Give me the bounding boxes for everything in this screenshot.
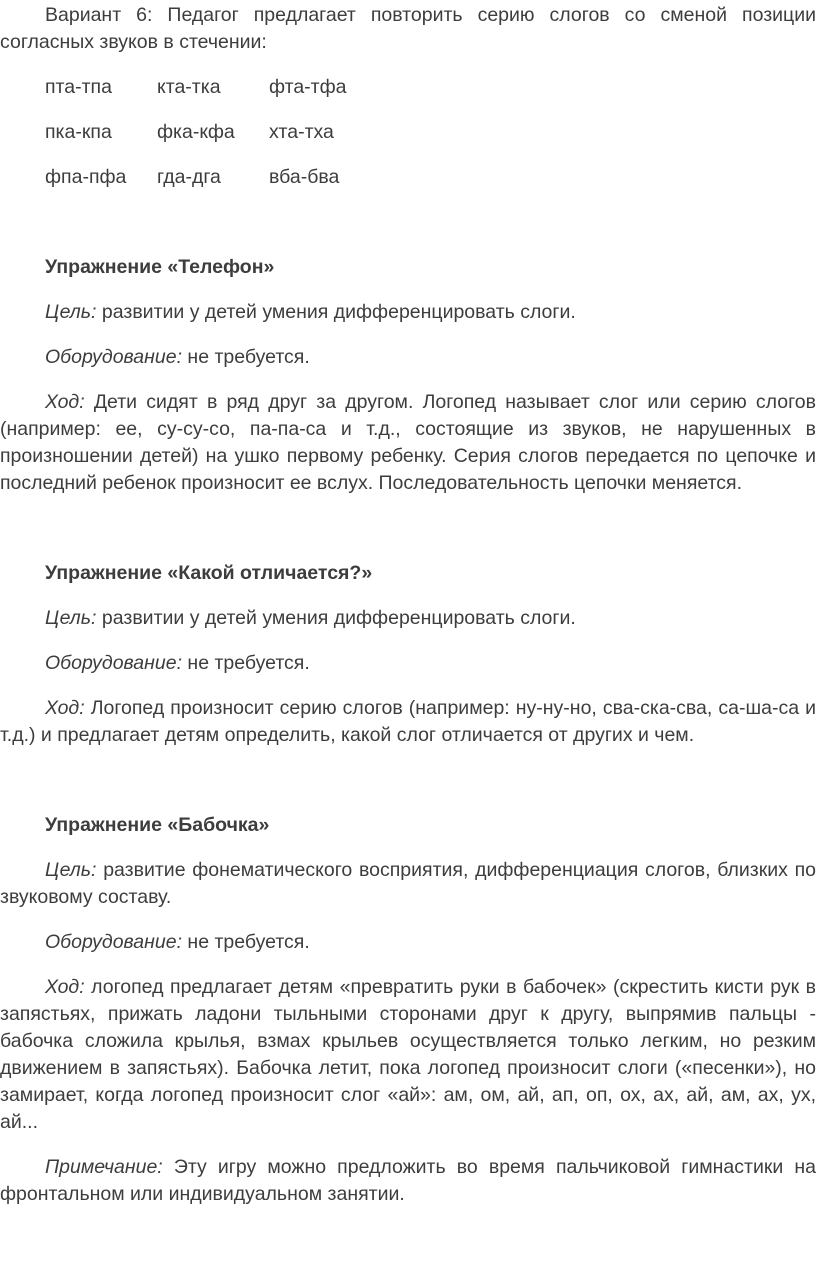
section-spacer: [0, 515, 816, 560]
goal-text: развитии у детей умения дифференцировать слоги.: [101, 607, 576, 629]
procedure-label: Ход:: [45, 697, 85, 719]
equipment-text: не требуется.: [187, 346, 310, 368]
equipment-paragraph: [0, 650, 816, 677]
syllable-item: пта-тпа: [45, 76, 112, 98]
syllable-row: [0, 119, 816, 146]
exercise-section-butterfly: [0, 812, 816, 1208]
section-spacer: [0, 767, 816, 812]
goal-label: Цель:: [45, 607, 97, 629]
procedure-paragraph: [0, 974, 816, 1136]
equipment-text: не требуется.: [187, 652, 310, 674]
goal-text: развитие фонематического восприятия, дифференциация слогов, близких по звуковому составу.: [0, 859, 816, 908]
procedure-text: Логопед произносит серию слогов (например: ну-ну-но, сва-ска-сва, са-ша-са и т.д.) и предлагает детям определить, какой слог отличается от других и чем.: [0, 697, 816, 746]
syllable-item: фта-тфа: [269, 76, 347, 98]
equipment-paragraph: [0, 929, 816, 956]
goal-paragraph: [0, 605, 816, 632]
goal-label: Цель:: [45, 859, 97, 881]
procedure-label: Ход:: [45, 976, 85, 998]
procedure-text: логопед предлагает детям «превратить руки в бабочек» (скрестить кисти рук в запястьях, прижать ладони тыльными сторонами друг к другу, выпрямив пальцы - бабочка сложила крылья, взмах крыльев осуществляется только легким, но резким движением в запястьях). Бабочка летит, пока логопед произносит слоги («песенки»), но замирает, когда логопед произносит слог «ай»: ам, ом, ай, ап, оп, ох, ах, ай, ам, ах, ух, ай...: [0, 976, 816, 1133]
syllable-item: хта-тха: [269, 121, 334, 143]
syllable-item: фка-кфа: [157, 121, 235, 143]
syllable-item: кта-тка: [157, 76, 221, 98]
syllable-item: вба-бва: [269, 166, 340, 188]
procedure-paragraph: [0, 695, 816, 749]
intro-paragraph: Вариант 6: Педагог предлагает повторить серию слогов со сменой позиции согласных звуков в стечении:: [0, 4, 816, 53]
equipment-label: Оборудование:: [45, 931, 182, 953]
procedure-paragraph: [0, 389, 816, 497]
note-paragraph: [0, 1154, 816, 1208]
syllable-item: фпа-пфа: [45, 166, 127, 188]
exercise-section-which-differs: [0, 560, 816, 749]
syllable-item: гда-дга: [157, 166, 221, 188]
goal-paragraph: [0, 857, 816, 911]
note-label: Примечание:: [45, 1156, 163, 1178]
section-spacer: [0, 209, 816, 254]
procedure-label: Ход:: [45, 391, 85, 413]
syllable-item: пка-кпа: [45, 121, 112, 143]
goal-text: развитии у детей умения дифференцировать слоги.: [101, 301, 576, 323]
equipment-label: Оборудование:: [45, 652, 182, 674]
equipment-text: не требуется.: [187, 931, 310, 953]
syllable-row: [0, 74, 816, 101]
note-text: Эту игру можно предложить во время пальчиковой гимнастики на фронтальном или индивидуальном занятии.: [0, 1156, 816, 1205]
procedure-text: Дети сидят в ряд друг за другом. Логопед называет слог или серию слогов (например: ее, су-су-со, па-па-са и т.д., состоящие из звуков, не нарушенных в произношении детей) на ушко первому ребенку. Серия слогов передается по цепочке и последний ребенок произносит ее вслух. Последовательность цепочки меняется.: [0, 391, 816, 494]
exercise-title: Упражнение «Телефон»: [45, 256, 275, 278]
exercise-title: Упражнение «Бабочка»: [45, 814, 270, 836]
syllable-row: [0, 164, 816, 191]
equipment-label: Оборудование:: [45, 346, 182, 368]
goal-label: Цель:: [45, 301, 97, 323]
equipment-paragraph: [0, 344, 816, 371]
exercise-title: Упражнение «Какой отличается?»: [45, 562, 373, 584]
goal-paragraph: [0, 299, 816, 326]
exercise-section-telephone: [0, 254, 816, 497]
